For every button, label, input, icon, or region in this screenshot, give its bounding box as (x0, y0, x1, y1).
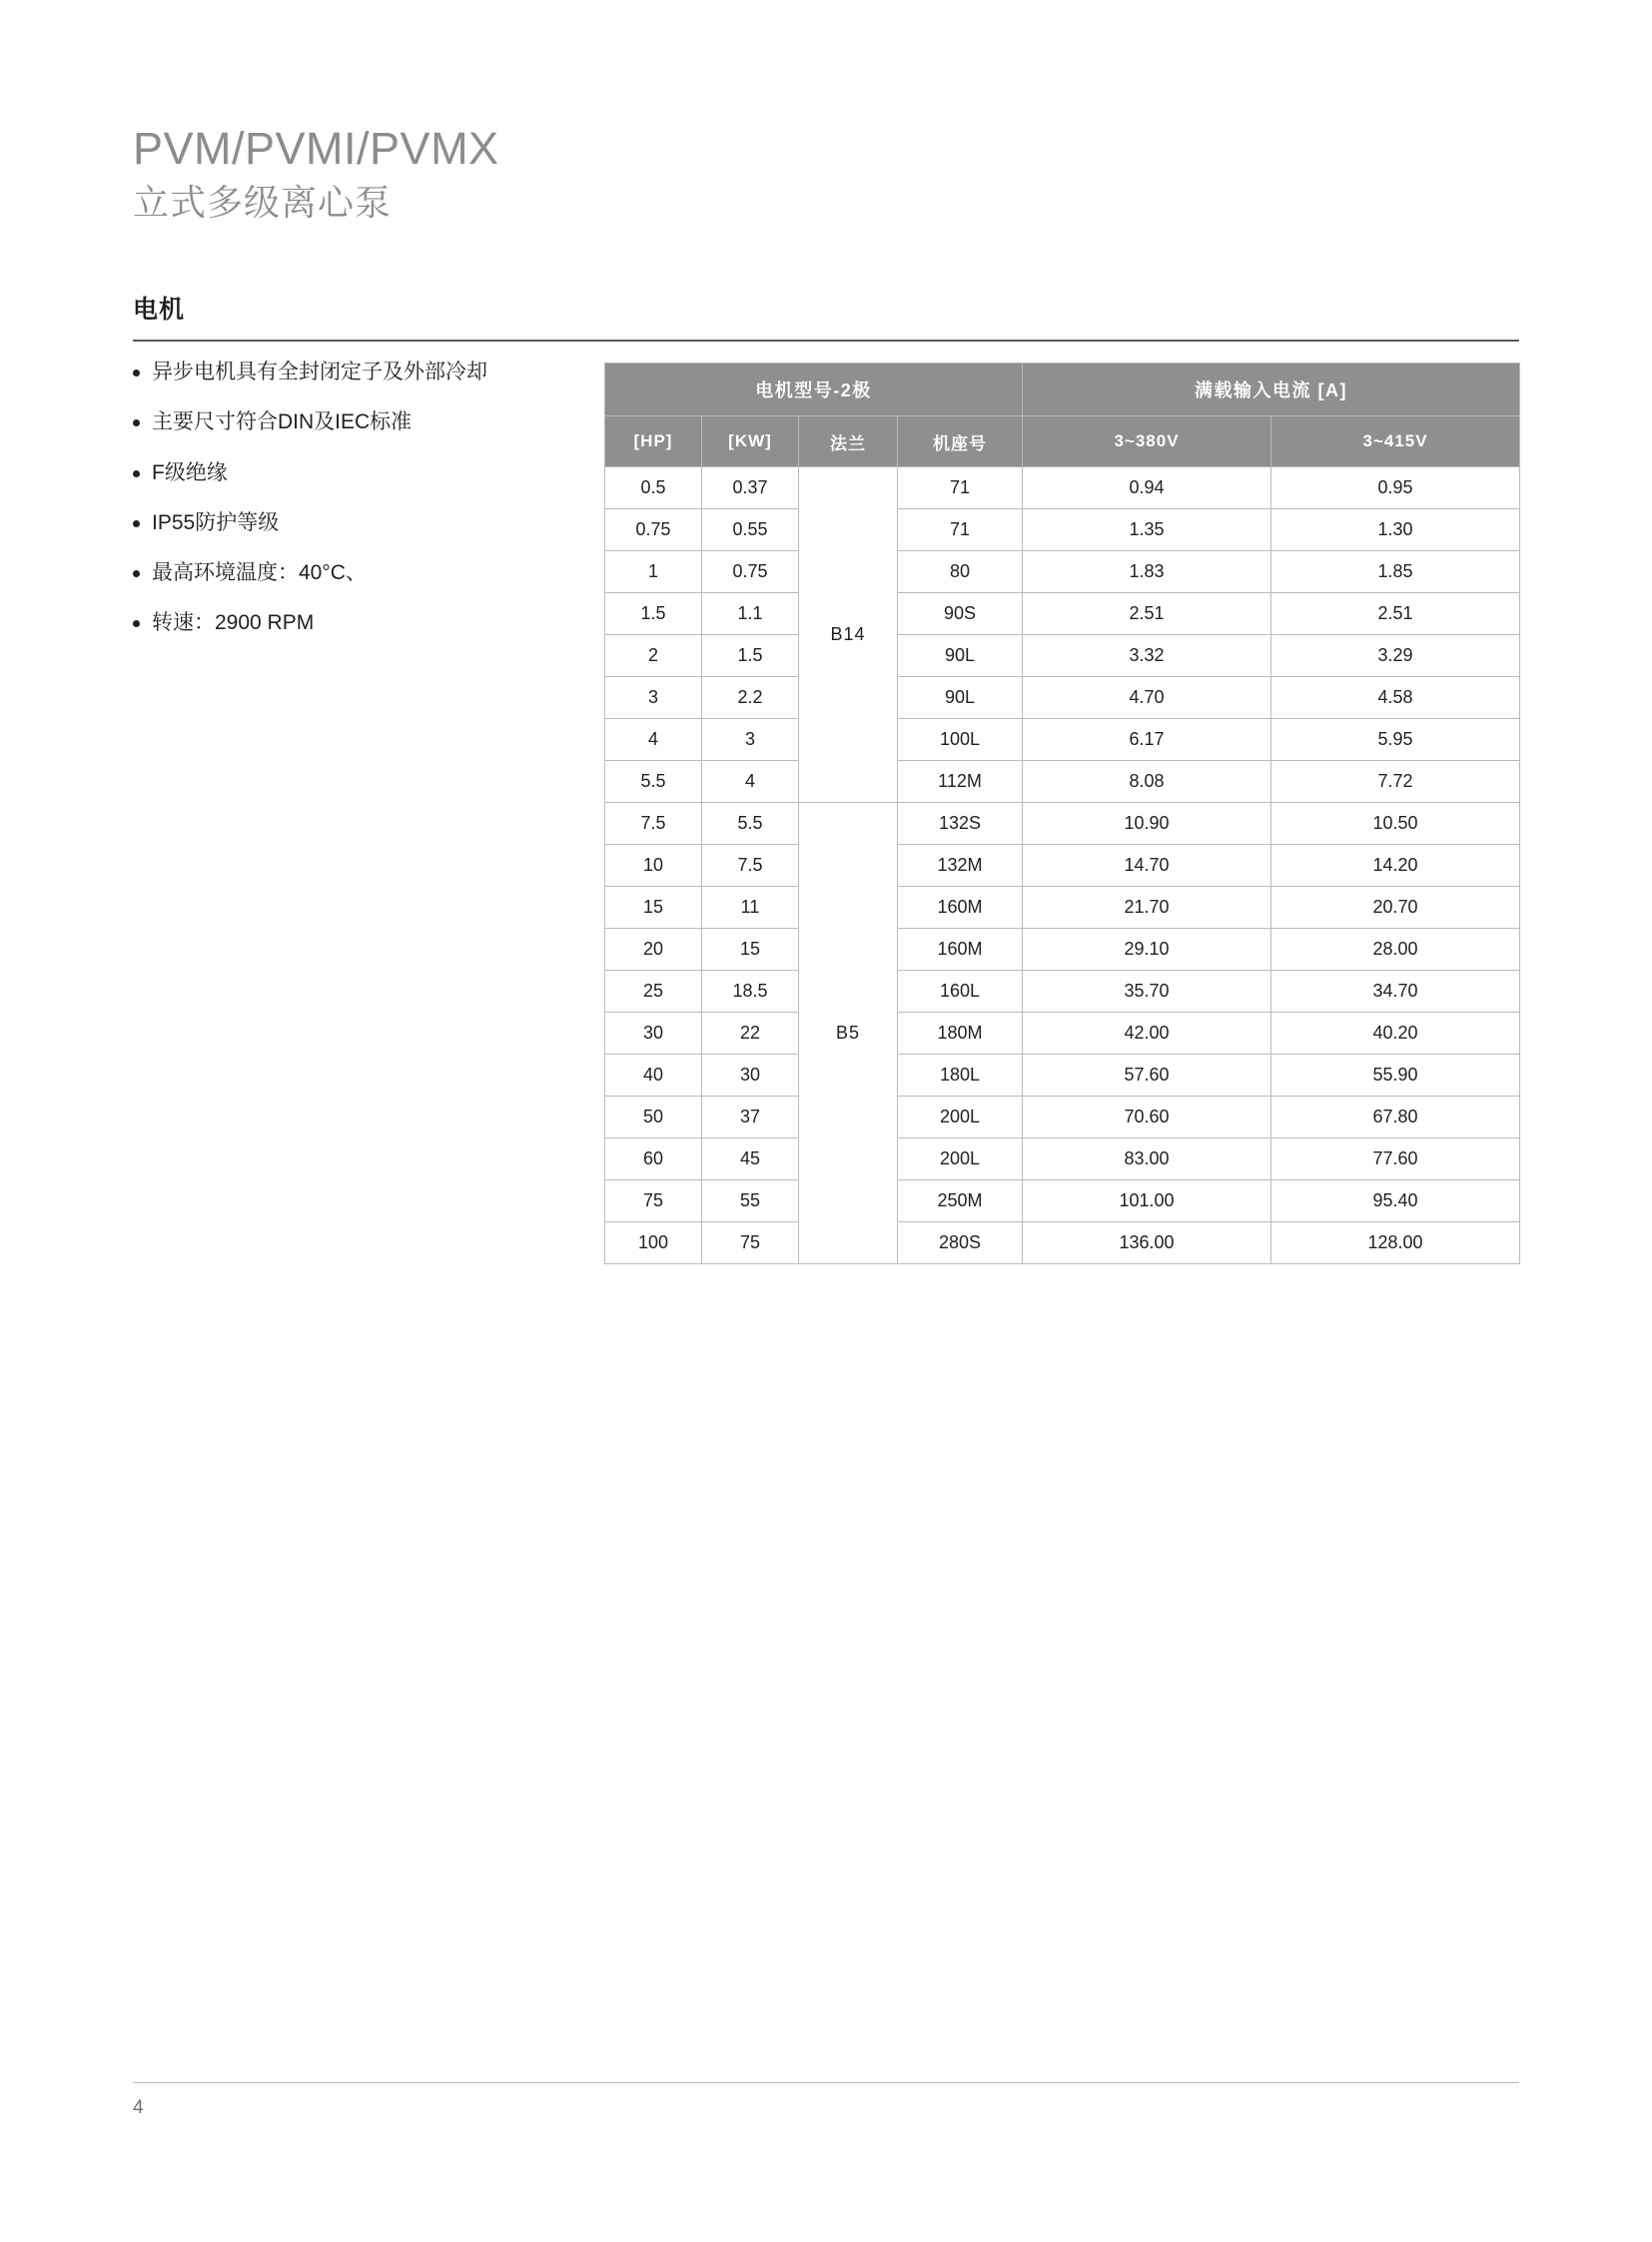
cell-frame: 90S (898, 593, 1023, 635)
cell-hp: 4 (605, 719, 702, 761)
page-subtitle: 立式多级离心泵 (133, 182, 393, 223)
table-row (605, 887, 1520, 929)
group-header-full-load-current: 满载输入电流 [A] (1023, 364, 1520, 416)
list-item-label: IP55防护等级 (152, 510, 280, 534)
cell-frame: 250M (898, 1180, 1023, 1222)
cell-kw: 0.37 (702, 467, 799, 509)
cell-415v: 2.51 (1271, 593, 1520, 635)
cell-415v: 0.95 (1271, 467, 1520, 509)
cell-380v: 136.00 (1023, 1222, 1271, 1264)
bullet-dot-icon (133, 370, 140, 376)
cell-380v: 21.70 (1023, 887, 1271, 929)
table-row (605, 1055, 1520, 1097)
cell-hp: 1 (605, 551, 702, 593)
cell-415v: 3.29 (1271, 635, 1520, 677)
table-row (605, 551, 1520, 593)
list-item-label: 主要尺寸符合DIN及IEC标准 (152, 410, 413, 434)
cell-kw: 18.5 (702, 971, 799, 1013)
cell-hp: 0.75 (605, 509, 702, 551)
table-row (605, 467, 1520, 509)
cell-415v: 28.00 (1271, 929, 1520, 971)
column-header-hp: [HP] (605, 416, 702, 467)
table-row (605, 1222, 1520, 1264)
cell-415v: 128.00 (1271, 1222, 1520, 1264)
cell-380v: 57.60 (1023, 1055, 1271, 1097)
list-item (133, 510, 562, 536)
cell-380v: 2.51 (1023, 593, 1271, 635)
cell-415v: 10.50 (1271, 803, 1520, 845)
cell-hp: 75 (605, 1180, 702, 1222)
cell-hp: 30 (605, 1013, 702, 1055)
cell-kw: 75 (702, 1222, 799, 1264)
cell-415v: 67.80 (1271, 1097, 1520, 1138)
list-item (133, 560, 562, 586)
cell-380v: 101.00 (1023, 1180, 1271, 1222)
cell-415v: 77.60 (1271, 1138, 1520, 1180)
cell-380v: 35.70 (1023, 971, 1271, 1013)
cell-frame: 132S (898, 803, 1023, 845)
table-column-header-row (605, 416, 1520, 467)
cell-kw: 37 (702, 1097, 799, 1138)
bullet-dot-icon (133, 419, 140, 426)
cell-kw: 0.75 (702, 551, 799, 593)
table-row (605, 593, 1520, 635)
list-item-label: 异步电机具有全封闭定子及外部冷却 (152, 361, 487, 383)
cell-hp: 7.5 (605, 803, 702, 845)
cell-frame: 71 (898, 467, 1023, 509)
cell-frame: 71 (898, 509, 1023, 551)
cell-kw: 55 (702, 1180, 799, 1222)
section-heading-label: 电机 (133, 296, 186, 324)
cell-kw: 22 (702, 1013, 799, 1055)
cell-380v: 4.70 (1023, 677, 1271, 719)
cell-hp: 3 (605, 677, 702, 719)
table-row (605, 677, 1520, 719)
motor-specification-table (604, 363, 1519, 1264)
column-header-415v: 3~415V (1271, 416, 1520, 467)
column-header-380v: 3~380V (1023, 416, 1271, 467)
cell-kw: 1.1 (702, 593, 799, 635)
cell-380v: 8.08 (1023, 761, 1271, 803)
cell-hp: 100 (605, 1222, 702, 1264)
cell-415v: 20.70 (1271, 887, 1520, 929)
list-item (133, 610, 562, 636)
table-group-header-row (605, 364, 1520, 416)
cell-frame: 180M (898, 1013, 1023, 1055)
list-item (133, 360, 562, 385)
cell-kw: 7.5 (702, 845, 799, 887)
bullet-dot-icon (133, 620, 140, 627)
column-header-frame: 机座号 (898, 416, 1023, 467)
cell-hp: 40 (605, 1055, 702, 1097)
list-item (133, 409, 562, 435)
cell-frame: 132M (898, 845, 1023, 887)
page-title: PVM/PVMI/PVMX (133, 123, 499, 174)
cell-kw: 2.2 (702, 677, 799, 719)
cell-frame: 280S (898, 1222, 1023, 1264)
bullet-dot-icon (133, 570, 140, 577)
table-row (605, 803, 1520, 845)
cell-kw: 45 (702, 1138, 799, 1180)
cell-hp: 1.5 (605, 593, 702, 635)
cell-380v: 1.35 (1023, 509, 1271, 551)
page-title-block (133, 123, 499, 223)
cell-415v: 14.20 (1271, 845, 1520, 887)
cell-415v: 55.90 (1271, 1055, 1520, 1097)
cell-415v: 34.70 (1271, 971, 1520, 1013)
section-heading (133, 290, 1519, 334)
cell-frame: 112M (898, 761, 1023, 803)
cell-flange: B14 (799, 467, 898, 803)
cell-kw: 11 (702, 887, 799, 929)
cell-380v: 14.70 (1023, 845, 1271, 887)
table-row (605, 509, 1520, 551)
cell-415v: 5.95 (1271, 719, 1520, 761)
cell-415v: 1.30 (1271, 509, 1520, 551)
cell-380v: 42.00 (1023, 1013, 1271, 1055)
cell-415v: 7.72 (1271, 761, 1520, 803)
cell-frame: 160L (898, 971, 1023, 1013)
cell-hp: 50 (605, 1097, 702, 1138)
table-row (605, 929, 1520, 971)
cell-380v: 3.32 (1023, 635, 1271, 677)
table-row (605, 1138, 1520, 1180)
cell-frame: 90L (898, 635, 1023, 677)
table-row (605, 971, 1520, 1013)
cell-380v: 10.90 (1023, 803, 1271, 845)
feature-bullet-list (133, 360, 562, 661)
cell-frame: 80 (898, 551, 1023, 593)
table-row (605, 1097, 1520, 1138)
cell-frame: 90L (898, 677, 1023, 719)
footer-divider (133, 2082, 1519, 2083)
page-number: 4 (133, 2097, 144, 2118)
cell-kw: 0.55 (702, 509, 799, 551)
cell-380v: 1.83 (1023, 551, 1271, 593)
table-row (605, 761, 1520, 803)
cell-380v: 70.60 (1023, 1097, 1271, 1138)
cell-hp: 0.5 (605, 467, 702, 509)
cell-415v: 40.20 (1271, 1013, 1520, 1055)
table-row (605, 1013, 1520, 1055)
cell-flange: B5 (799, 803, 898, 1264)
cell-380v: 6.17 (1023, 719, 1271, 761)
column-header-kw: [KW] (702, 416, 799, 467)
cell-hp: 10 (605, 845, 702, 887)
cell-frame: 200L (898, 1138, 1023, 1180)
cell-kw: 15 (702, 929, 799, 971)
cell-frame: 200L (898, 1097, 1023, 1138)
column-header-flange: 法兰 (799, 416, 898, 467)
cell-380v: 0.94 (1023, 467, 1271, 509)
table-row (605, 719, 1520, 761)
cell-hp: 25 (605, 971, 702, 1013)
list-item-label: 转速：2900 RPM (152, 611, 315, 635)
cell-415v: 1.85 (1271, 551, 1520, 593)
cell-kw: 1.5 (702, 635, 799, 677)
list-item (133, 460, 562, 486)
list-item-label: 最高环境温度：40°C、 (152, 561, 367, 584)
cell-kw: 4 (702, 761, 799, 803)
table-row (605, 845, 1520, 887)
cell-380v: 29.10 (1023, 929, 1271, 971)
cell-kw: 5.5 (702, 803, 799, 845)
group-header-motor-model: 电机型号-2极 (605, 364, 1023, 416)
bullet-dot-icon (133, 520, 140, 527)
cell-frame: 160M (898, 929, 1023, 971)
cell-kw: 30 (702, 1055, 799, 1097)
list-item-label: F级绝缘 (152, 460, 228, 484)
cell-415v: 4.58 (1271, 677, 1520, 719)
cell-kw: 3 (702, 719, 799, 761)
bullet-dot-icon (133, 470, 140, 477)
cell-frame: 100L (898, 719, 1023, 761)
cell-frame: 160M (898, 887, 1023, 929)
cell-hp: 2 (605, 635, 702, 677)
cell-415v: 95.40 (1271, 1180, 1520, 1222)
cell-380v: 83.00 (1023, 1138, 1271, 1180)
cell-hp: 20 (605, 929, 702, 971)
table-row (605, 1180, 1520, 1222)
cell-frame: 180L (898, 1055, 1023, 1097)
cell-hp: 15 (605, 887, 702, 929)
cell-hp: 60 (605, 1138, 702, 1180)
section-divider (133, 340, 1519, 342)
table-row (605, 635, 1520, 677)
cell-hp: 5.5 (605, 761, 702, 803)
table-body (605, 467, 1520, 1264)
